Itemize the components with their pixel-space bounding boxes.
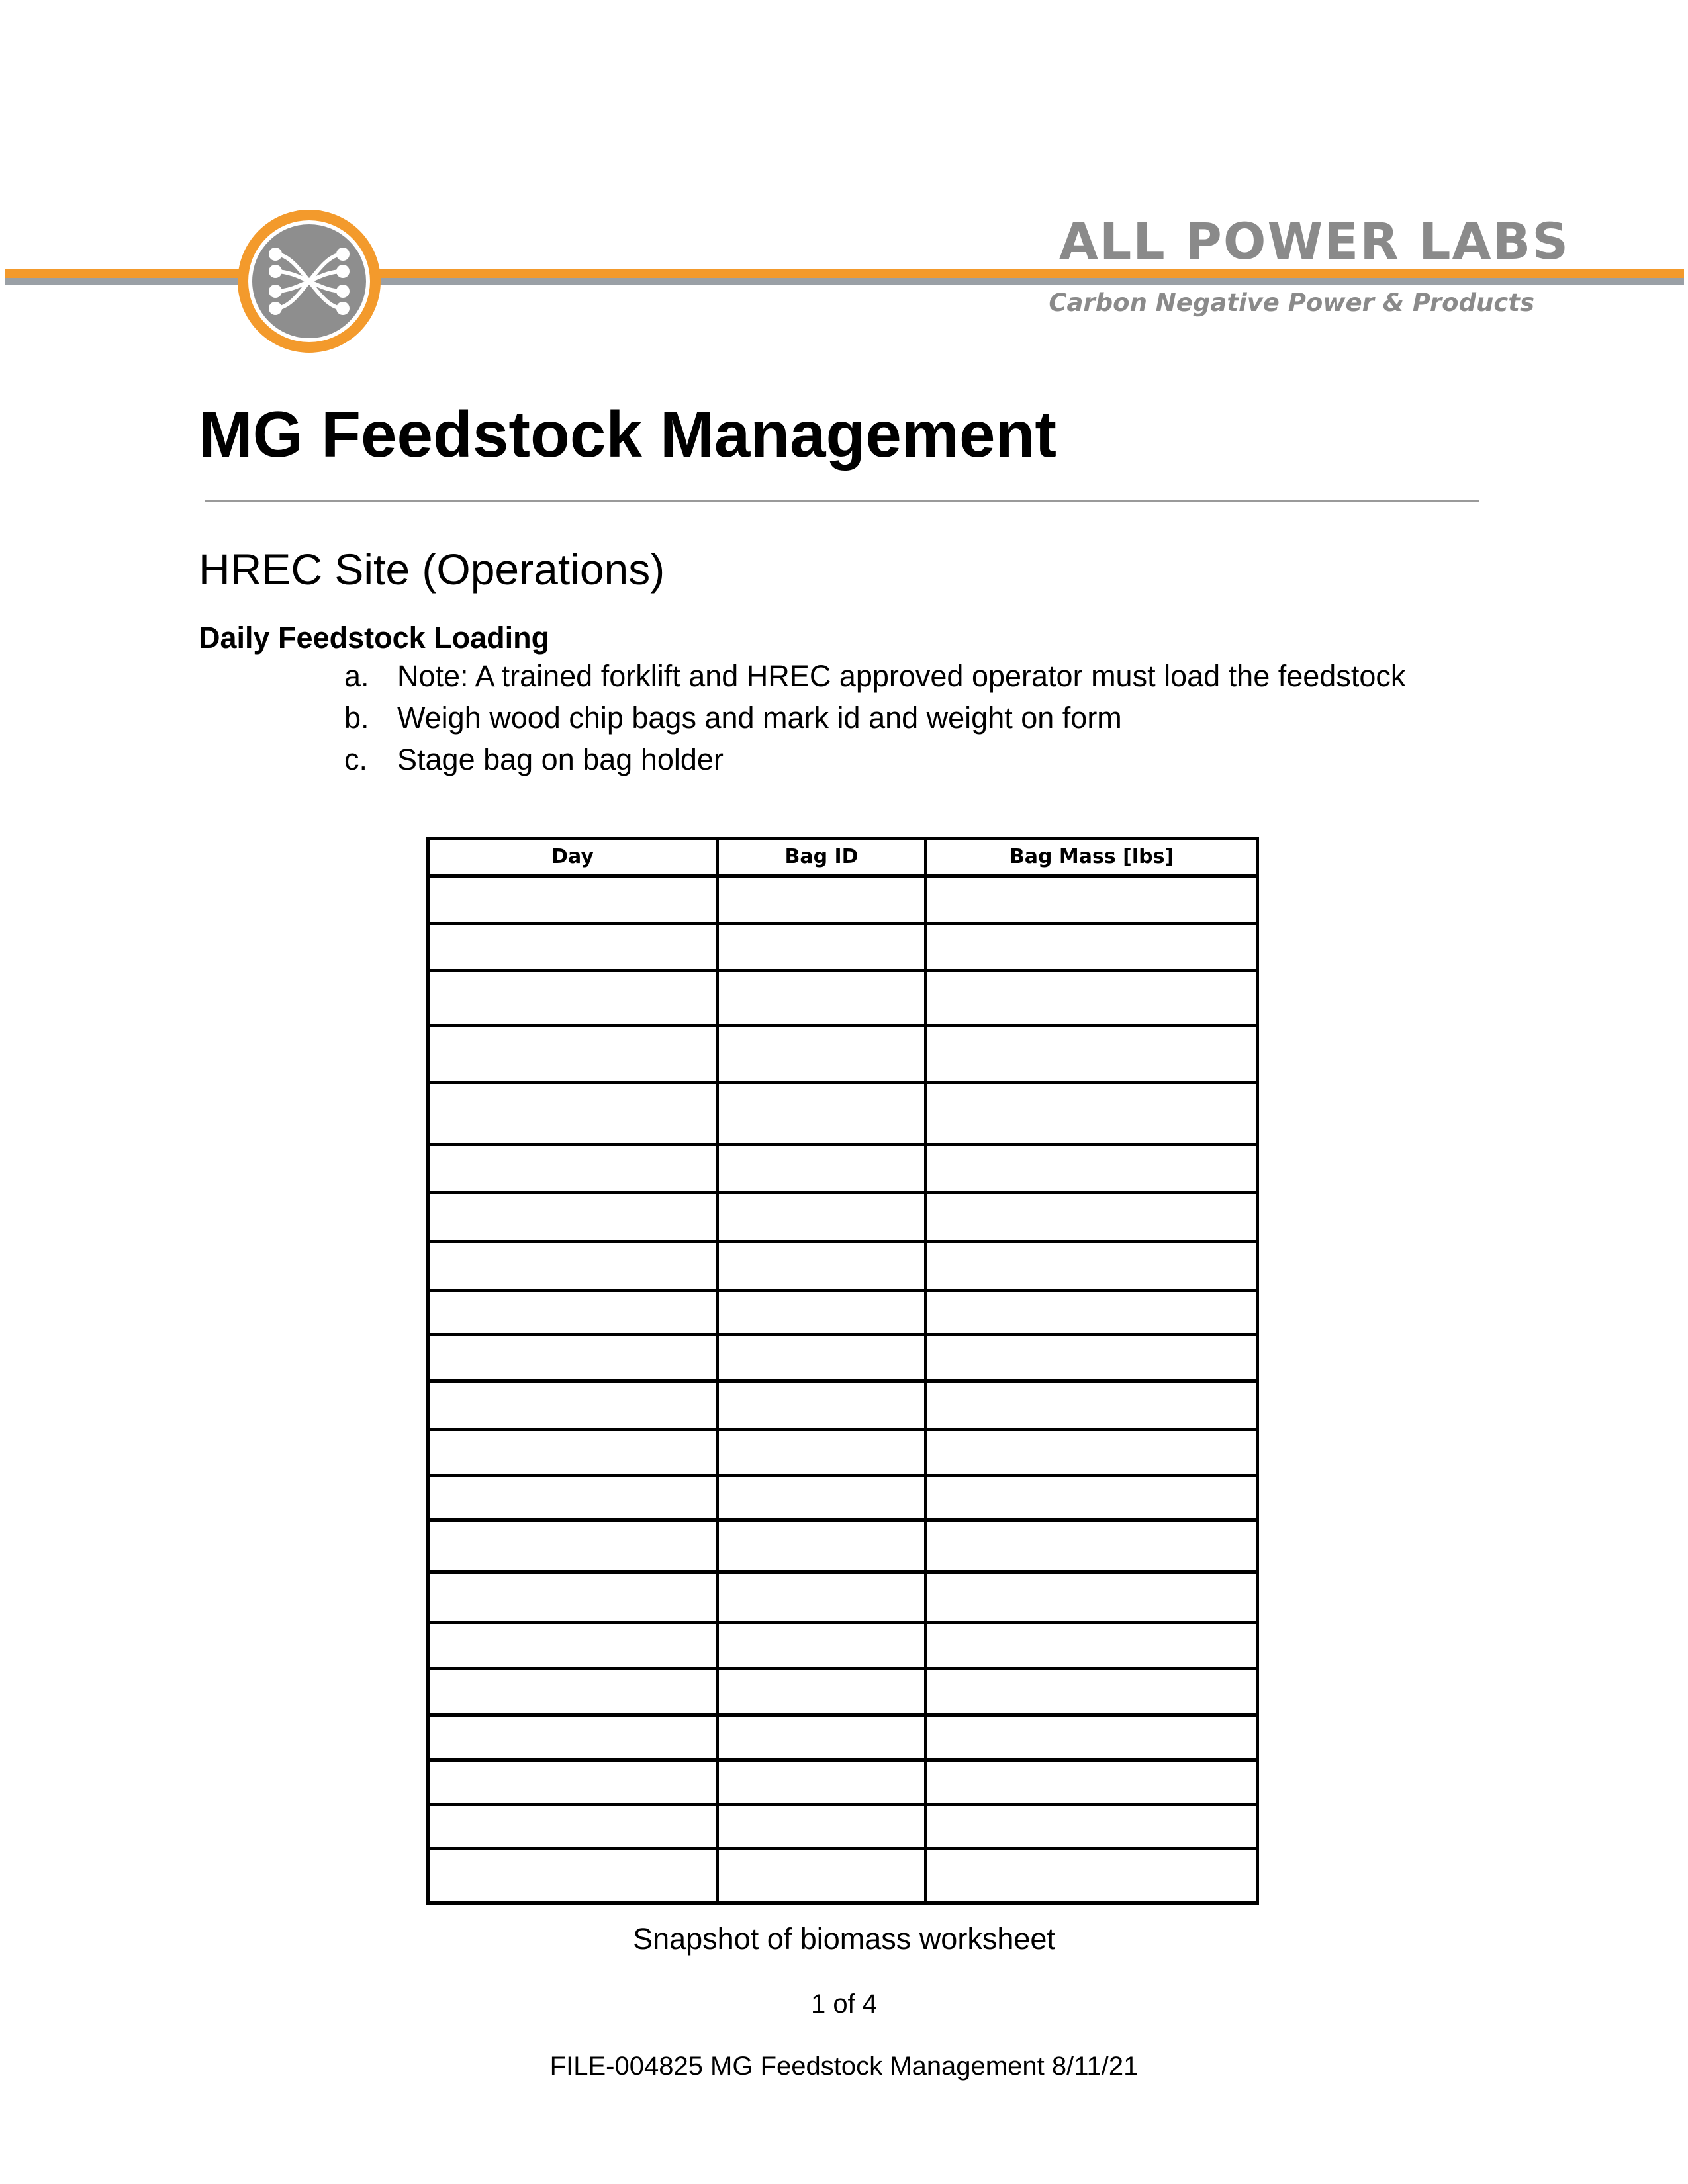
brand-name: ALL POWER LABS (1059, 212, 1570, 271)
table-row-line (430, 1333, 1256, 1336)
table-row-line (430, 1847, 1256, 1850)
table-row-line (430, 1143, 1256, 1146)
page-number: 1 of 4 (810, 1989, 878, 2019)
list-item-text: Weigh wood chip bags and mark id and weight on form (397, 701, 1122, 735)
list-marker: b. (344, 701, 369, 735)
table-row-line (430, 1289, 1256, 1292)
table-row-line (430, 1713, 1256, 1717)
biomass-worksheet-snapshot (426, 837, 1259, 1905)
list-item-text: Note: A trained forklift and HREC approved operator must load the feedstock (397, 659, 1406, 693)
title-divider (205, 500, 1479, 502)
table-row-line (430, 1240, 1256, 1243)
table-row-line (430, 1474, 1256, 1477)
document-subtitle: HREC Site (Operations) (199, 545, 665, 594)
table-row-line (430, 1081, 1256, 1084)
document-title: MG Feedstock Management (199, 398, 1057, 471)
table-row-line (430, 1621, 1256, 1624)
table-row-line (430, 1191, 1256, 1194)
table-row-line (430, 1667, 1256, 1670)
table-row-line (430, 1803, 1256, 1806)
table-row-line (430, 1518, 1256, 1522)
table-row-line (430, 1024, 1256, 1027)
table-row-line (430, 1758, 1256, 1762)
table-row-line (430, 874, 1256, 878)
list-marker: a. (344, 659, 369, 693)
all-power-labs-logo-icon (234, 206, 384, 356)
list-item-text: Stage bag on bag holder (397, 743, 724, 776)
section-heading: Daily Feedstock Loading (199, 621, 550, 655)
list-marker: c. (344, 743, 368, 776)
table-row-line (430, 1570, 1256, 1574)
brand-tagline: Carbon Negative Power & Products (1049, 289, 1534, 317)
table-row-line (430, 1379, 1256, 1383)
worksheet-caption: Snapshot of biomass worksheet (633, 1922, 1055, 1956)
table-row-line (430, 1428, 1256, 1431)
column-header-bag-mass: Bag Mass [lbs] (1009, 845, 1174, 868)
file-info: FILE-004825 MG Feedstock Management 8/11/21 (549, 2052, 1139, 2081)
table-row-line (430, 922, 1256, 925)
table-row-line (430, 969, 1256, 972)
column-header-bag-id: Bag ID (784, 845, 859, 868)
column-divider (924, 840, 927, 1901)
column-header-day: Day (551, 845, 594, 868)
column-divider (716, 840, 719, 1901)
